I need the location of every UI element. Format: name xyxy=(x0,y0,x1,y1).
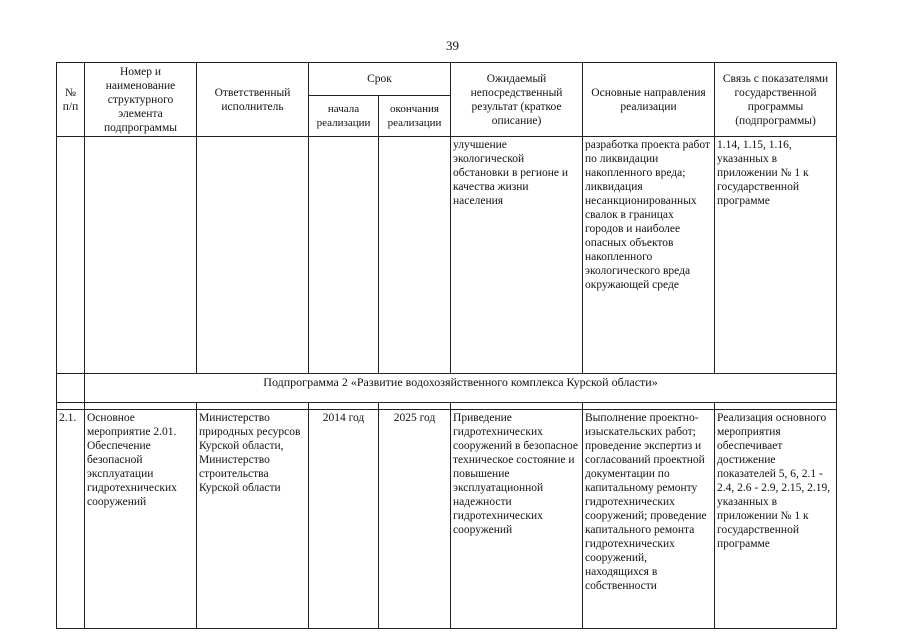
cell-end xyxy=(379,137,451,374)
cell-link: 1.14, 1.15, 1.16, указанных в приложении № 1 к государственной программе xyxy=(715,137,837,374)
cell-start: 2014 год xyxy=(309,410,379,629)
cell-directions: Выполнение проектно-изыскательских работ; проведение экспертиз и согласований проектной документации по капитальному ремонту гидротехнических сооружений; проведение капитального ремонта гидротехнических сооружений, находящихся в собственности xyxy=(583,410,715,629)
cell-start xyxy=(309,137,379,374)
header-name: Номер и наименование структурного элемента подпрограммы xyxy=(85,63,197,137)
cell-num xyxy=(57,137,85,374)
header-term: Срок xyxy=(309,63,451,96)
header-start: начала реализации xyxy=(309,96,379,137)
table-row xyxy=(57,137,837,374)
cell-num: 2.1. xyxy=(57,410,85,629)
cell-responsible: Министерство природных ресурсов Курской области, Министерство строительства Курской области xyxy=(197,410,309,629)
cell-directions: разработка проекта работ по ликвидации накопленного вреда; ликвидация несанкционированных свалок в границах городов и наиболее опасных объектов накопленного экологического вреда окружающей среде xyxy=(583,137,715,374)
header-end: окончания реализации xyxy=(379,96,451,137)
table-row xyxy=(57,403,837,410)
cell-responsible xyxy=(197,137,309,374)
page-number: 39 xyxy=(446,38,459,53)
cell-link: Реализация основного мероприятия обеспечивает достижение показателей 5, 6, 2.1 - 2.4, 2.6 - 2.9, 2.15, 2.19, указанных в приложении № 1 к государственной программе xyxy=(715,410,837,629)
subprogram-title: Подпрограмма 2 «Развитие водохозяйственного комплекса Курской области» xyxy=(85,374,837,403)
header-result: Ожидаемый непосредственный результат (краткое описание) xyxy=(451,63,583,137)
cell-num xyxy=(57,374,85,403)
program-table xyxy=(56,62,837,629)
cell-result: Приведение гидротехнических сооружений в безопасное техническое состояние и повышение эксплуатационной надежности гидротехнических сооружений xyxy=(451,410,583,629)
header-responsible: Ответственный исполнитель xyxy=(197,63,309,137)
header-directions: Основные направления реализации xyxy=(583,63,715,137)
header-link: Связь с показателями государственной программы (подпрограммы) xyxy=(715,63,837,137)
cell-name: Основное мероприятие 2.01. Обеспечение безопасной эксплуатации гидротехнических сооружений xyxy=(85,410,197,629)
subprogram-row xyxy=(57,374,837,403)
cell-result: улучшение экологической обстановки в регионе и качества жизни населения xyxy=(451,137,583,374)
header-num: № п/п xyxy=(57,63,85,137)
cell-name xyxy=(85,137,197,374)
cell-end: 2025 год xyxy=(379,410,451,629)
table-row xyxy=(57,410,837,629)
